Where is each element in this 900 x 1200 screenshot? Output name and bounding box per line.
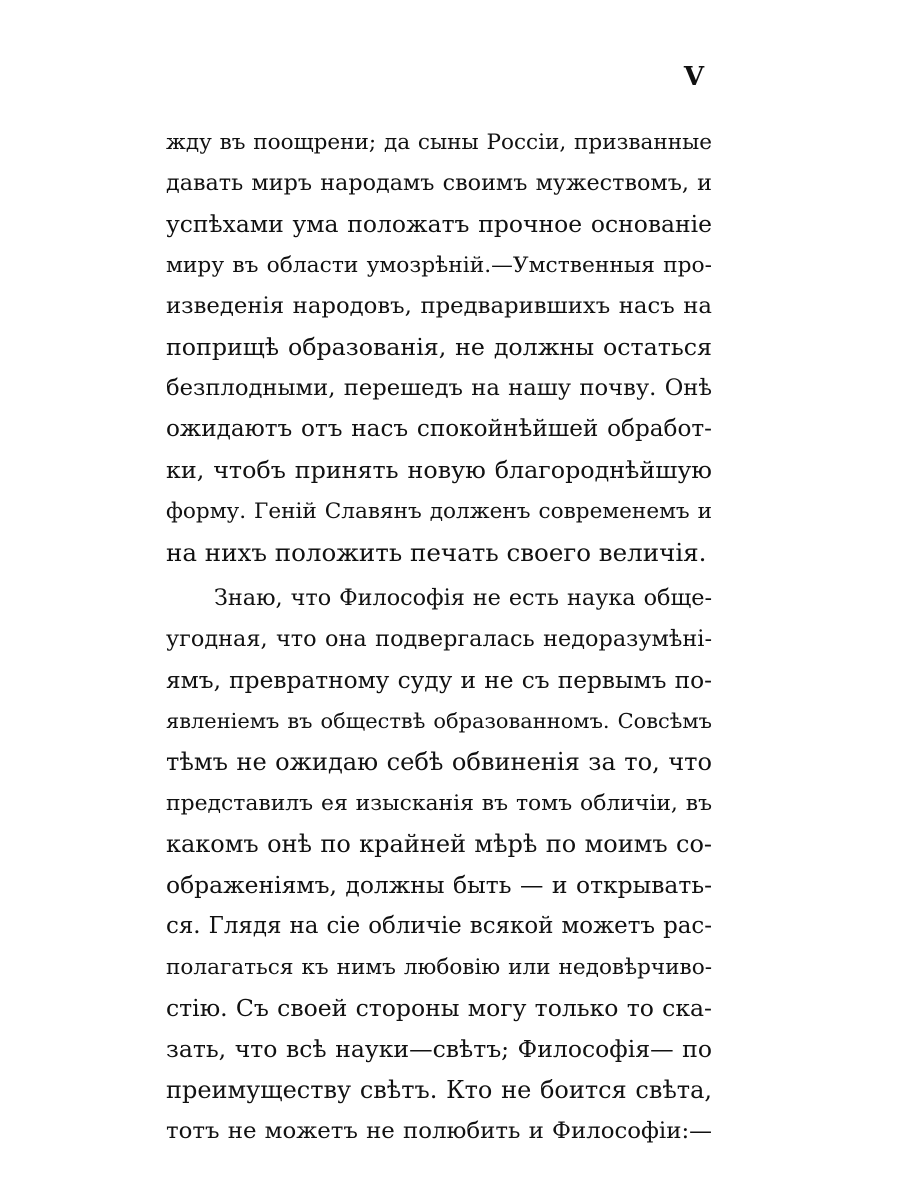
text-line: жду въ поощрени; да сыны Россіи, призванные [166, 130, 712, 155]
paragraph-1 [166, 122, 712, 573]
text-line: стію. Съ своей стороны могу только то ска- [166, 994, 712, 1022]
text-line: ямъ, превратному суду и не съ первымъ по- [166, 667, 712, 694]
text-line: тѣмъ не ожидаю себѣ обвиненія за то, что [166, 748, 712, 776]
text-line: какомъ онѣ по крайней мѣрѣ по моимъ со- [166, 830, 712, 858]
text-line: миру въ области умозрѣній.—Умственныя про- [166, 253, 712, 278]
text-line: на нихъ положить печать своего величія. [166, 538, 707, 567]
text-line: успѣхами ума положатъ прочное основаніе [166, 210, 712, 238]
text-line: тотъ не можетъ не полюбить и Философіи:— [166, 1118, 712, 1144]
text-line: форму. Геній Славянъ долженъ современемъ и [166, 499, 712, 524]
text-line: изведенія народовъ, предварившихъ насъ на [166, 293, 712, 319]
text-line: Знаю, что Философія не есть наука обще- [214, 585, 712, 611]
text-line: зать, что всѣ науки—свѣтъ; Философія— по [166, 1035, 712, 1063]
text-line: давать миръ народамъ своимъ мужествомъ, и [166, 170, 712, 196]
text-line: ображеніямъ, должны быть — и открывать- [166, 871, 712, 899]
text-line: ки, чтобъ принять новую благороднѣйшую [166, 456, 712, 484]
page-number: V [683, 62, 704, 92]
text-line: явленіемъ въ обществѣ образованномъ. Совсѣмъ [166, 709, 712, 733]
text-line: поприщѣ образованія, не должны остаться [166, 333, 712, 361]
text-line: полагаться къ нимъ любовію или недовѣрчиво- [166, 955, 712, 980]
text-line: ожидаютъ отъ насъ спокойнѣйшей обработ- [166, 416, 712, 442]
paragraph-2 [166, 578, 712, 1152]
text-line: ся. Глядя на сіе обличіе всякой можетъ рас- [166, 913, 712, 939]
text-line: безплодными, перешедъ на нашу почву. Онѣ [166, 375, 712, 401]
text-line: преимуществу свѣтъ. Кто не боится свѣта, [166, 1076, 712, 1104]
text-line: угодная, что она подвергалась недоразумѣні- [166, 626, 712, 652]
text-line: представилъ ея изысканія въ томъ обличіи, въ [166, 791, 712, 816]
